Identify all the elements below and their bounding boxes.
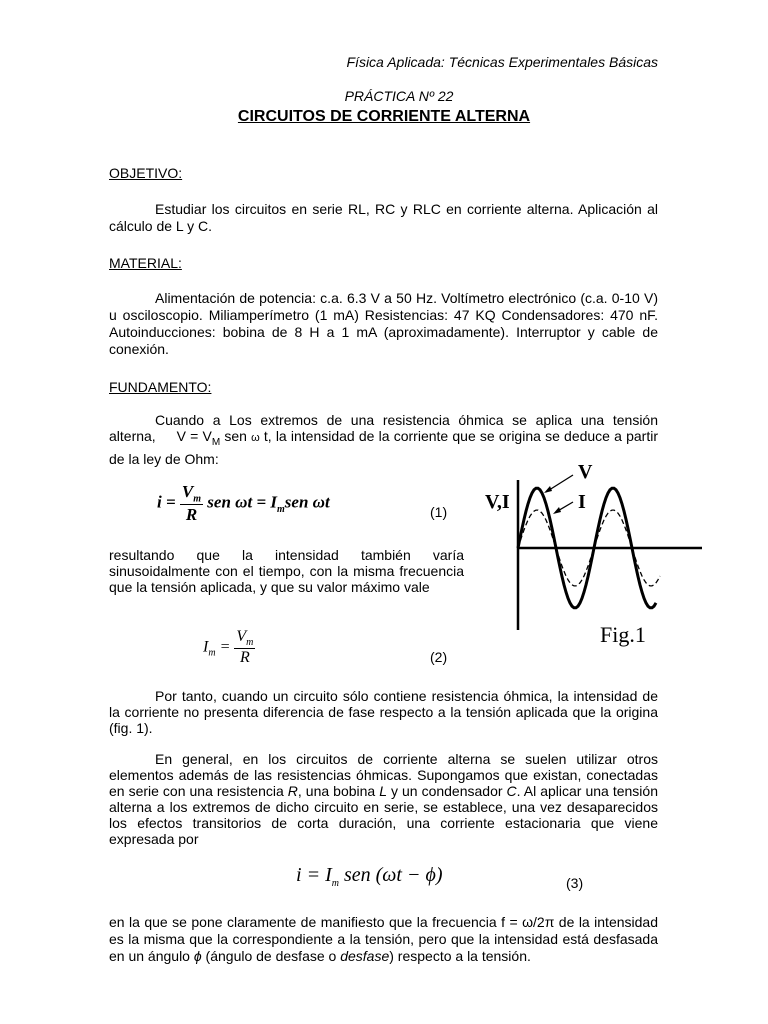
- fundamento-paragraph-3: Por tanto, cuando un circuito sólo contiene resistencia óhmica, la intensidad de la corriente no presenta diferencia de fase respecto a la tensión aplicada que la origina (fig. 1).: [109, 688, 658, 736]
- practice-number: PRÁCTICA Nº 22: [344, 88, 454, 104]
- section-heading-objetivo: OBJETIVO:: [109, 165, 183, 181]
- section-heading-fundamento: FUNDAMENTO:: [109, 379, 212, 395]
- section-heading-material: MATERIAL:: [109, 255, 182, 271]
- material-text: Alimentación de potencia: c.a. 6.3 V a 50 Hz. Voltímetro electrónico (c.a. 0-10 V) u osciloscopio. Miliamperímetro (1 mA) Resistencias: 47 KQ Condensadores: 470 nF. Autoinducciones: bobina de 8 H a 1 mA (aproximadamente). Interruptor y cable de conexión.: [109, 290, 658, 357]
- objetivo-text: Estudiar los circuitos en serie RL, RC y RLC en corriente alterna. Aplicación al cálculo de L y C.: [109, 201, 658, 234]
- fundamento-paragraph-2: resultando que la intensidad también varía sinusoidalmente con el tiempo, con la misma frecuencia que la tensión aplicada, y que su valor máximo vale: [109, 547, 464, 595]
- practice-title: CIRCUITOS DE CORRIENTE ALTERNA: [237, 108, 531, 125]
- figure-caption: Fig.1: [600, 622, 646, 647]
- equation-3-number: (3): [566, 875, 584, 891]
- course-header: Física Aplicada: Técnicas Experimentales Básicas: [346, 54, 658, 70]
- figure-label-v: V: [578, 461, 593, 483]
- equation-1-number: (1): [430, 504, 448, 520]
- fundamento-paragraph-1: Cuando a Los extremos de una resistencia óhmica se aplica una tensión alterna, $V = V_M$ sen ω t, la intensidad de la corriente que se origina se deduce a partir de la ley de Ohm:: [109, 412, 659, 467]
- figure-label-i: I: [578, 491, 586, 513]
- equation-3: $i = I_m$ sen (ωt − ϕ): [296, 864, 443, 889]
- fundamento-paragraph-4: En general, en los circuitos de corriente alterna se suelen utilizar otros elementos además de las resistencias óhmicas. Supongamos que existan, conectadas en serie con una resistencia R, una bobina L y un condensador C. Al aplicar una tensión alterna a los extremos de dicho circuito en serie, se establece, una vez desaparecidos los efectos transitorios de corta duración, una corriente estacionaria que viene expresada por: [109, 751, 658, 847]
- fundamento-paragraph-5: en la que se pone claramente de manifiesto que la frecuencia f = ω/2π de la intensidad es la misma que la correspondiente a la tensión, pero que la intensidad está desfasada en un ángulo ϕ (ángulo de desfase o desfase) respecto a la tensión.: [109, 914, 658, 964]
- equation-2-number: (2): [430, 649, 448, 665]
- figure-1-sine-waves: [470, 460, 710, 660]
- equation-2: $I_m$ = $\frac{V_m}{R}$: [203, 628, 254, 667]
- equation-1: i = $\frac{V_m}{R}$ sen $\omega t = I_msen$ ωt: [157, 482, 330, 525]
- arrow-v-head: [544, 486, 552, 493]
- arrow-i-head: [553, 507, 561, 514]
- figure-axis-label: V,I: [485, 491, 510, 513]
